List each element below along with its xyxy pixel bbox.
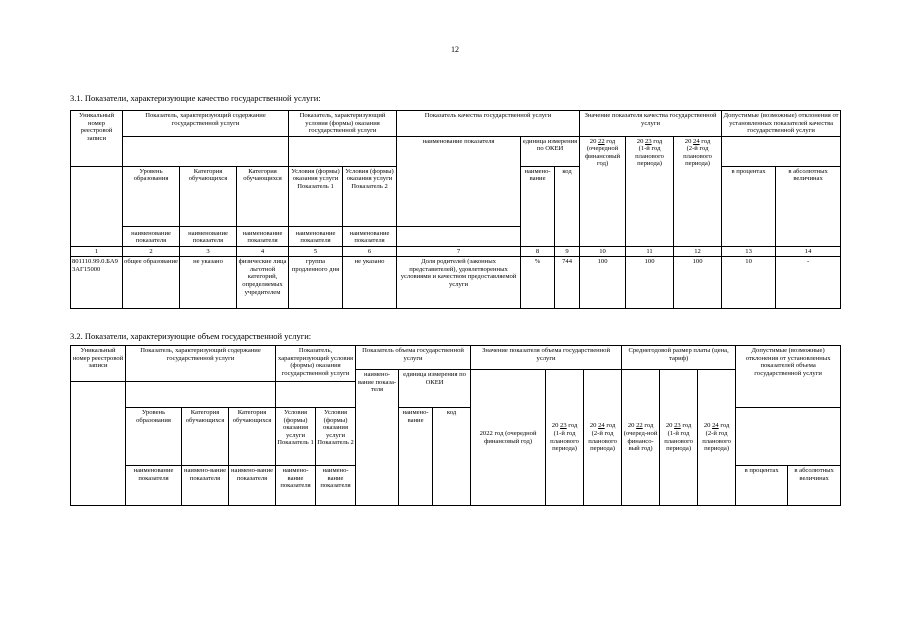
unit-name-header: наимено-вание	[521, 166, 555, 246]
education-level-header: Уровень образования	[123, 166, 180, 226]
condition-2-header: Условия (формы) оказания услуги Показатель 2	[316, 408, 356, 466]
education-level-value: общее образование	[123, 257, 180, 309]
column-number: 2	[123, 246, 180, 257]
column-number: 6	[343, 246, 397, 257]
fee-year-2-header: 20 23 год (1-й год планового периода)	[660, 370, 698, 506]
conditions-indicator-empty	[276, 382, 356, 408]
value-year-2-header: 20 23 год (1-й год планового периода)	[546, 370, 584, 506]
deviation-header: Допустимые (возможные) отклонения от установленных показателей объема государственной услуги	[736, 346, 841, 408]
deviation-header: Допустимые (возможные) отклонения от установленных показателей качества государственной услуги	[722, 111, 841, 137]
section-3-1-title: 3.1. Показатели, характеризующие качество государственной услуги:	[70, 93, 321, 103]
content-indicator-empty	[126, 382, 276, 408]
year-2-value: 100	[626, 257, 674, 309]
section-3-2-title: 3.2. Показатели, характеризующие объем государственной услуги:	[70, 331, 312, 341]
year-3-value: 100	[674, 257, 722, 309]
deviation-empty	[722, 136, 841, 166]
fee-year-3-header: 20 24 год (2-й год планового периода)	[698, 370, 736, 506]
conditions-indicator-header: Показатель, характеризующий условия (формы) оказания государственной услуги	[276, 346, 356, 382]
indicator-name-label: наимено-вание показателя	[316, 466, 356, 506]
column-number: 14	[776, 246, 841, 257]
percent-value: 10	[722, 257, 776, 309]
indicator-name-label: наимено-вание показателя	[229, 466, 276, 506]
indicator-name-label: наименование показателя	[289, 226, 343, 246]
quality-indicator-value: Доля родителей (законных представителей), удовлетворенных условиями и качеством предоставляемой услуги	[397, 257, 521, 309]
year-1-value: 100	[580, 257, 626, 309]
condition-1-value: группа продленного дня	[289, 257, 343, 309]
value-year-1-header: 2022 год (очередной финансовый год)	[471, 370, 546, 506]
student-category-value: не указано	[180, 257, 237, 309]
content-indicator-empty	[123, 136, 289, 166]
unit-header: единица измерения по ОКЕИ	[399, 370, 471, 408]
unit-code-header: код	[433, 408, 471, 506]
student-category-header: Категория обучающихся	[180, 166, 237, 226]
column-number: 9	[555, 246, 580, 257]
student-category-value: физические лица льготной категорий, определяемых учредителем	[237, 257, 289, 309]
column-number: 12	[674, 246, 722, 257]
volume-indicator-header: Показатель объема государственной услуги	[356, 346, 471, 370]
page-number: 12	[451, 45, 459, 54]
condition-2-value: не указано	[343, 257, 397, 309]
quality-indicators-table	[70, 110, 841, 309]
indicator-name-label: наименование показателя	[126, 466, 182, 506]
quality-indicator-header: Показатель качества государственной услуги	[397, 111, 580, 137]
absolute-header: в абсолютных величинах	[788, 466, 841, 506]
unit-code-header: код	[555, 166, 580, 246]
value-year-3-header: 20 24 год (2-й год планового периода)	[584, 370, 622, 506]
unit-header: единица измерения по ОКЕИ	[521, 136, 580, 166]
percent-header: в процентах	[722, 166, 776, 246]
year-2-header: 20 23 год (1-й год планового периода)	[626, 136, 674, 246]
volume-value-header: Значение показателя объема государственной услуги	[471, 346, 622, 370]
unit-code-value: 744	[555, 257, 580, 309]
indicator-name-label: наимено-вание показателя	[276, 466, 316, 506]
content-indicator-header: Показатель, характеризующий содержание государственной услуги	[126, 346, 276, 382]
unit-name-header: наимено-вание	[399, 408, 433, 506]
column-number: 8	[521, 246, 555, 257]
indicator-name-header: наименование показателя	[397, 136, 521, 226]
year-1-header: 20 22 год (очередной финансовый год)	[580, 136, 626, 246]
year-3-header: 20 24 год (2-й год планового периода)	[674, 136, 722, 246]
column-number: 3	[180, 246, 237, 257]
unit-name-value: %	[521, 257, 555, 309]
absolute-value: -	[776, 257, 841, 309]
education-level-header: Уровень образования	[126, 408, 182, 466]
condition-1-header: Условия (формы) оказания услуги Показатель 1	[289, 166, 343, 226]
column-number: 7	[397, 246, 521, 257]
volume-name-header: наимено-вание показа-теля	[356, 370, 399, 506]
fee-header: Среднегодовой размер платы (цена, тариф)	[622, 346, 736, 370]
column-number: 5	[289, 246, 343, 257]
deviation-empty	[736, 408, 841, 466]
indicator-name-label: наимено-вание показателя	[182, 466, 229, 506]
conditions-indicator-header: Показатель, характеризующий условия (формы) оказания государственной услуги	[289, 111, 397, 137]
condition-1-header: Условия (формы) оказания услуги Показатель 1	[276, 408, 316, 466]
volume-indicators-table	[70, 345, 841, 506]
indicator-name-label: наименование показателя	[237, 226, 289, 246]
table-row	[71, 257, 841, 309]
quality-value-header: Значение показателя качества государственной услуги	[580, 111, 722, 137]
percent-header: в процентах	[736, 466, 788, 506]
condition-2-header: Условия (формы) оказания услуги Показатель 2	[343, 166, 397, 226]
unique-number-empty	[71, 382, 126, 506]
unique-number-empty	[71, 166, 123, 246]
conditions-indicator-empty	[289, 136, 397, 166]
content-indicator-header: Показатель, характеризующий содержание государственной услуги	[123, 111, 289, 137]
student-category-header: Категория обучающихся	[229, 408, 276, 466]
unique-number-header: Уникальный номер реестровой записи	[71, 346, 126, 382]
column-number: 13	[722, 246, 776, 257]
fee-year-1-header: 20 22 год (очеред-ной финансо-вый год)	[622, 370, 660, 506]
indicator-name-label: наименование показателя	[343, 226, 397, 246]
unique-number-header: Уникальный номер реестровой записи	[71, 111, 123, 167]
column-number: 1	[71, 246, 123, 257]
column-number: 10	[580, 246, 626, 257]
student-category-header: Категория обучающихся	[237, 166, 289, 226]
indicator-name-label: наименование показателя	[180, 226, 237, 246]
indicator-name-label: наименование показателя	[123, 226, 180, 246]
student-category-header: Категория обучающихся	[182, 408, 229, 466]
column-number: 4	[237, 246, 289, 257]
registry-code: 801110.99.0.БА93АГ15000	[71, 257, 123, 309]
absolute-header: в абсолютных величинах	[776, 166, 841, 246]
column-number: 11	[626, 246, 674, 257]
